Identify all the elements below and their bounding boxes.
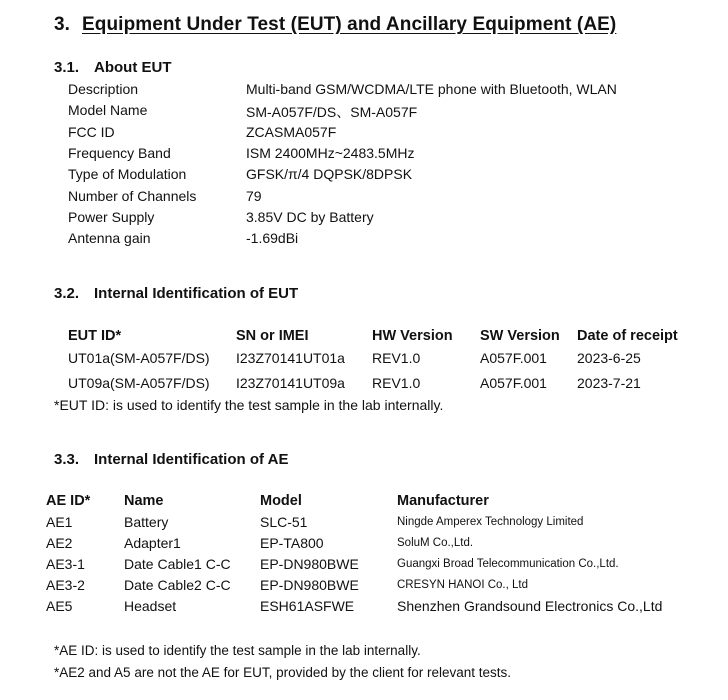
column-header: SW Version [480,328,560,344]
about-value: Multi-band GSM/WCDMA/LTE phone with Bluetooth, WLAN [246,81,617,97]
about-value: ISM 2400MHz~2483.5MHz [246,145,415,161]
about-label: Description [68,81,139,97]
table-cell: 2023-6-25 [577,350,641,366]
table-cell: A057F.001 [480,375,547,391]
section-title: Equipment Under Test (EUT) and Ancillary Equipment (AE) [82,14,617,35]
about-label: Power Supply [68,209,155,225]
about-label: Frequency Band [68,145,171,161]
about-label: Number of Channels [68,188,197,204]
ae-id-footnote: *AE ID: is used to identify the test sample in the lab internally. [54,643,421,658]
column-header: HW Version [372,328,453,344]
table-cell: AE5 [46,598,73,614]
section-number: 3. [54,14,71,35]
about-eut-heading: 3.1. About EUT [54,59,172,76]
about-value: GFSK/π/4 DQPSK/8DPSK [246,166,413,182]
table-cell: EP-TA800 [260,535,324,551]
about-value: SM-A057F/DS、SM-A057F [246,104,418,120]
table-cell: A057F.001 [480,350,547,366]
table-cell: REV1.0 [372,350,421,366]
column-header: Manufacturer [397,493,489,509]
column-header: Model [260,493,302,509]
table-cell: 2023-7-21 [577,375,641,391]
about-value: 3.85V DC by Battery [246,209,374,225]
table-cell: EP-DN980BWE [260,556,359,572]
about-label: Model Name [68,102,148,118]
table-cell: Battery [124,514,169,530]
column-header: SN or IMEI [236,328,309,344]
about-value: 79 [246,188,262,204]
table-cell: AE3-1 [46,556,85,572]
table-cell: Headset [124,598,177,614]
column-header: EUT ID* [68,328,122,344]
about-label: Type of Modulation [68,166,187,182]
table-cell: SLC-51 [260,514,308,530]
table-cell: CRESYN HANOI Co., Ltd [397,579,529,591]
table-cell: I23Z70141UT01a [236,350,345,366]
about-label: Antenna gain [68,230,151,246]
table-cell: REV1.0 [372,375,421,391]
table-cell: EP-DN980BWE [260,577,359,593]
eut-id-heading: 3.2. Internal Identification of EUT [54,285,299,302]
eut-id-footnote: *EUT ID: is used to identify the test sample in the lab internally. [54,397,444,413]
table-cell: AE3-2 [46,577,85,593]
about-value: ZCASMA057F [246,124,337,140]
column-header: Date of receipt [577,328,678,344]
table-cell: Ningde Amperex Technology Limited [397,516,584,528]
table-cell: ESH61ASFWE [260,598,355,614]
table-cell: Guangxi Broad Telecommunication Co.,Ltd. [397,558,619,570]
table-cell: SoluM Co.,Ltd. [397,537,474,549]
section-heading [54,14,616,36]
about-label: FCC ID [68,124,115,140]
table-cell: AE1 [46,514,73,530]
table-cell: Date Cable1 C-C [124,556,231,572]
table-cell: UT09a(SM-A057F/DS) [68,375,210,391]
ae-id-heading: 3.3. Internal Identification of AE [54,451,289,468]
table-cell: UT01a(SM-A057F/DS) [68,350,210,366]
column-header: Name [124,493,164,509]
table-cell: AE2 [46,535,73,551]
table-cell: Shenzhen Grandsound Electronics Co.,Ltd [397,598,663,614]
column-header: AE ID* [46,493,91,509]
ae-id-footnote: *AE2 and A5 are not the AE for EUT, provided by the client for relevant tests. [54,665,512,680]
table-cell: Date Cable2 C-C [124,577,231,593]
table-cell: Adapter1 [124,535,181,551]
table-cell: I23Z70141UT09a [236,375,345,391]
about-value: -1.69dBi [246,230,299,246]
